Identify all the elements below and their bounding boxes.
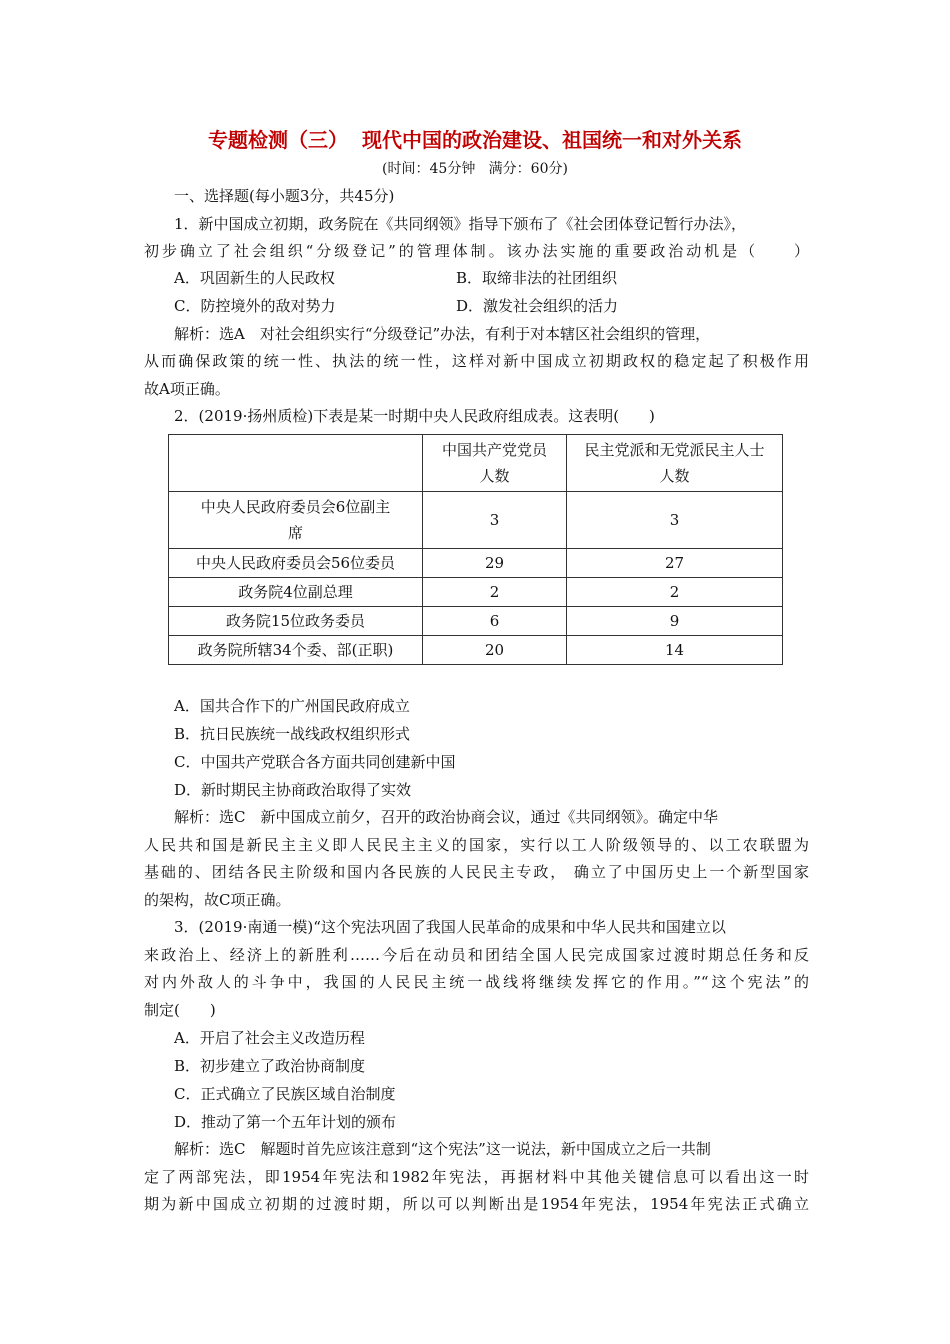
table-header-row: [169, 435, 783, 492]
row-label: 政务院15位政务委员: [169, 607, 423, 636]
q3-option-c: C．正式确立了民族区域自治制度: [174, 1085, 396, 1103]
q3-analysis-line: 定了两部宪法，即1954年宪法和1982年宪法，再据材料中其他关键信息可以看出这一时: [144, 1168, 809, 1186]
q2-stem: 2．(2019·扬州质检)下表是某一时期中央人民政府组成表。这表明( ): [174, 407, 655, 425]
exam-time-score: (时间：45分钟 满分：60分): [382, 161, 568, 177]
row-label: 中央人民政府委员会56位委员: [169, 549, 423, 578]
table-row: [169, 492, 783, 549]
q1-analysis-line: 故A项正确。: [144, 380, 230, 398]
q3-analysis-line: 解析：选C 解题时首先应该注意到“这个宪法”这一说法，新中国成立之后一共制: [174, 1140, 711, 1158]
table-header-other: [567, 435, 783, 492]
header-text: 人数: [659, 467, 690, 485]
header-text: 中国共产党党员: [441, 441, 547, 459]
q2-analysis-line: 基础的、团结各民主阶级和国内各民族的人民民主专政， 确立了中国历史上一个新型国家: [144, 863, 809, 881]
other-count: 9: [567, 607, 783, 636]
other-count: 3: [567, 492, 783, 549]
table-header-blank: [169, 435, 423, 492]
section-heading: 一、选择题(每小题3分，共45分): [174, 187, 395, 205]
q3-stem-line: 对内外敌人的斗争中，我国的人民民主统一战线将继续发挥它的作用。”“这个宪法”的: [144, 973, 809, 991]
q3-stem-line: 来政治上、经济上的新胜利……今后在动员和团结全国人民完成国家过渡时期总任务和反: [144, 946, 809, 964]
table-row: [169, 607, 783, 636]
row-label: 政务院4位副总理: [169, 578, 423, 607]
q3-option-d: D．推动了第一个五年计划的颁布: [174, 1113, 397, 1131]
cpc-count: 6: [423, 607, 567, 636]
cpc-count: 29: [423, 549, 567, 578]
q2-analysis-line: 人民共和国是新民主主义即人民民主主义的国家，实行以工人阶级领导的、以工农联盟为: [144, 836, 809, 854]
q3-analysis-line: 期为新中国成立初期的过渡时期，所以可以判断出是1954年宪法，1954年宪法正式确立: [144, 1195, 809, 1213]
government-composition-table: [168, 434, 783, 665]
other-count: 27: [567, 549, 783, 578]
table-row: [169, 578, 783, 607]
q3-option-b: B．初步建立了政治协商制度: [174, 1057, 366, 1075]
q2-analysis-line: 的架构，故C项正确。: [144, 891, 291, 909]
row-label-text: 席: [287, 524, 303, 542]
row-label-text: 中央人民政府委员会6位副主: [200, 498, 391, 516]
header-text: 民主党派和无党派民主人士: [584, 441, 765, 459]
header-text: 人数: [479, 467, 510, 485]
q2-option-c: C．中国共产党联合各方面共同创建新中国: [174, 753, 456, 771]
q2-analysis-line: 解析：选C 新中国成立前夕，召开的政治协商会议，通过《共同纲领》。确定中华: [174, 808, 718, 826]
cpc-count: 2: [423, 578, 567, 607]
other-count: 14: [567, 636, 783, 665]
q2-option-d: D．新时期民主协商政治取得了实效: [174, 781, 412, 799]
q1-analysis-line: 解析：选A 对社会组织实行“分级登记”办法，有利于对本辖区社会组织的管理，: [174, 325, 711, 343]
cpc-count: 20: [423, 636, 567, 665]
q1-analysis-line: 从而确保政策的统一性、执法的统一性，这样对新中国成立初期政权的稳定起了积极作用: [144, 352, 809, 370]
other-count: 2: [567, 578, 783, 607]
table-header-cpc: [423, 435, 567, 492]
q1-stem-line: 1．新中国成立初期，政务院在《共同纲领》指导下颁布了《社会团体登记暂行办法》，: [174, 215, 747, 233]
cpc-count: 3: [423, 492, 567, 549]
q2-option-a: A．国共合作下的广州国民政府成立: [174, 697, 410, 715]
q1-option-d: D．激发社会组织的活力: [456, 297, 619, 315]
q1-option-b: B．取缔非法的社团组织: [456, 269, 618, 287]
row-label: 政务院所辖34个委、部(正职): [169, 636, 423, 665]
q3-stem-line: 3．(2019·南通一模)“这个宪法巩固了我国人民革命的成果和中华人民共和国建立以: [174, 918, 726, 936]
q1-option-a: A．巩固新生的人民政权: [174, 269, 335, 287]
q1-stem-line: 初步确立了社会组织“分级登记”的管理体制。该办法实施的重要政治动机是（ ）: [144, 242, 809, 260]
q1-option-c: C．防控境外的敌对势力: [174, 297, 336, 315]
table-row: [169, 636, 783, 665]
q2-option-b: B．抗日民族统一战线政权组织形式: [174, 725, 411, 743]
q3-option-a: A．开启了社会主义改造历程: [174, 1029, 365, 1047]
page-title: 专题检测（三） 现代中国的政治建设、祖国统一和对外关系: [208, 128, 742, 152]
table-row: [169, 549, 783, 578]
q3-stem-line: 制定( ): [144, 1001, 216, 1019]
row-label: [169, 492, 423, 549]
